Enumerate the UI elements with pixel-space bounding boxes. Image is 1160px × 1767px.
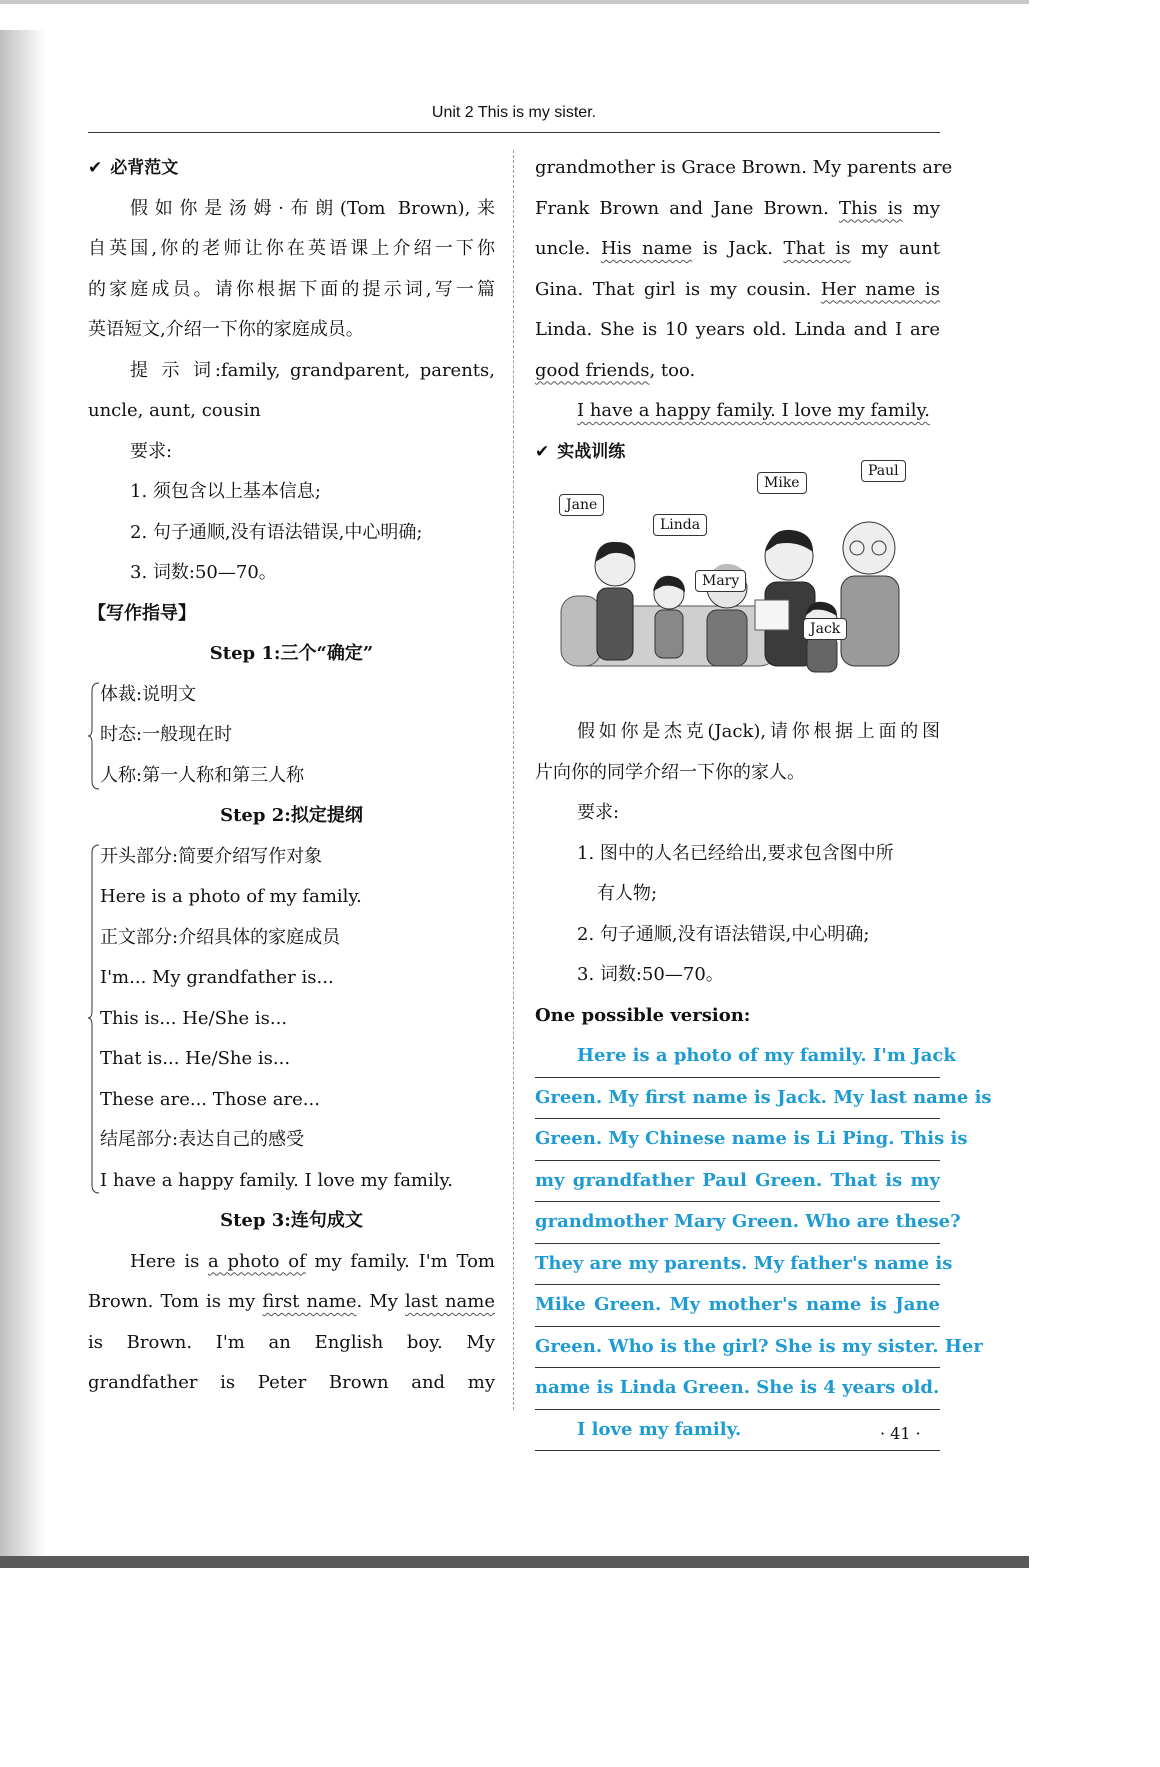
essay-line: is Brown. I'm an English boy. My bbox=[88, 1331, 495, 1353]
requirement-item: 2. 句子通顺,没有语法错误,中心明确; bbox=[577, 923, 870, 945]
requirement-item: 2. 句子通顺,没有语法错误,中心明确; bbox=[130, 521, 423, 543]
page-number: · 41 · bbox=[880, 1424, 921, 1443]
header-rule bbox=[88, 132, 940, 133]
page-bottom-edge bbox=[0, 1556, 1029, 1568]
possible-version-label: One possible version: bbox=[535, 1004, 751, 1026]
step1-item: 体裁:说明文 bbox=[100, 683, 197, 705]
essay-line: I have a happy family. I love my family. bbox=[577, 400, 931, 421]
essay-line: grandmother is Grace Brown. My parents are bbox=[535, 157, 953, 178]
prompt-line: 的家庭成员。请你根据下面的提示词,写一篇 bbox=[88, 278, 495, 300]
essay-line: Brown. Tom is my first name. My last name bbox=[88, 1291, 495, 1312]
right-column bbox=[535, 148, 992, 1451]
running-header: Unit 2 This is my sister. bbox=[431, 104, 597, 121]
essay-line: Linda. She is 10 years old. Linda and I are bbox=[535, 319, 940, 340]
left-brace-icon bbox=[88, 681, 100, 791]
checkmark-icon: ✔ bbox=[88, 158, 103, 178]
label-mary: Mary bbox=[695, 570, 746, 592]
answer-line: grandmother Mary Green. Who are these? bbox=[535, 1202, 940, 1244]
column-divider bbox=[513, 150, 514, 1410]
requirement-item: 有人物; bbox=[597, 883, 658, 904]
left-column bbox=[88, 148, 495, 1404]
outline-item: 开头部分:简要介绍写作对象 bbox=[100, 845, 323, 867]
outline-item: I'm... My grandfather is... bbox=[100, 967, 334, 988]
outline-item: That is... He/She is... bbox=[100, 1048, 291, 1069]
section-title-practice: ✔ 实战训练 bbox=[535, 432, 940, 473]
prompt-line: 英语短文,介绍一下你的家庭成员。 bbox=[88, 319, 364, 340]
answer-line: Green. My Chinese name is Li Ping. This is bbox=[535, 1119, 940, 1161]
page-binding-shadow bbox=[0, 30, 46, 1558]
hint-line: 提 示 词:family, grandparent, parents, bbox=[130, 359, 495, 381]
outline-item: 结尾部分:表达自己的感受 bbox=[100, 1129, 305, 1150]
essay-line: Gina. That girl is my cousin. Her name is bbox=[535, 278, 940, 300]
step2-title: Step 2:拟定提纲 bbox=[220, 805, 363, 826]
answer-line: Green. My first name is Jack. My last name is bbox=[535, 1078, 940, 1120]
step1-item: 时态:一般现在时 bbox=[100, 724, 233, 745]
prompt-line: 自英国,你的老师让你在英语课上介绍一下你 bbox=[88, 238, 495, 259]
requirement-item: 1. 图中的人名已经给出,要求包含图中所 bbox=[577, 842, 894, 864]
outline-item: These are... Those are... bbox=[100, 1088, 320, 1110]
step1-group bbox=[88, 675, 495, 797]
left-brace-icon bbox=[88, 843, 100, 1195]
requirement-item: 3. 词数:50—70。 bbox=[577, 964, 724, 985]
writing-guide-title: 【写作指导】 bbox=[88, 602, 196, 624]
answer-line: name is Linda Green. She is 4 years old. bbox=[535, 1368, 940, 1410]
answer-line: Mike Green. My mother's name is Jane bbox=[535, 1285, 940, 1327]
label-paul: Paul bbox=[861, 460, 906, 482]
answer-line: I love my family. bbox=[535, 1410, 940, 1452]
requirements-label: 要求: bbox=[577, 802, 620, 823]
family-illustration bbox=[535, 463, 940, 712]
step1-title: Step 1:三个“确定” bbox=[209, 643, 374, 664]
task-line: 假如你是杰克(Jack),请你根据上面的图 bbox=[577, 721, 940, 742]
requirements-label: 要求: bbox=[130, 440, 173, 462]
section-title-must-recite: ✔ 必背范文 bbox=[88, 148, 495, 189]
essay-line: good friends, too. bbox=[535, 359, 696, 381]
essay-line: grandfather is Peter Brown and my bbox=[88, 1372, 495, 1393]
outline-item: 正文部分:介绍具体的家庭成员 bbox=[100, 926, 341, 948]
essay-line: Frank Brown and Jane Brown. This is my bbox=[535, 197, 940, 219]
prompt-line: 假如你是汤姆·布朗(Tom Brown),来 bbox=[130, 197, 495, 219]
essay-line: Here is a photo of my family. I'm Tom bbox=[130, 1250, 495, 1272]
answer-line: They are my parents. My father's name is bbox=[535, 1244, 940, 1286]
label-linda: Linda bbox=[653, 514, 707, 536]
task-line: 片向你的同学介绍一下你的家人。 bbox=[535, 761, 805, 783]
label-mike: Mike bbox=[757, 472, 807, 494]
page-top-edge bbox=[0, 0, 1029, 4]
answer-line: my grandfather Paul Green. That is my bbox=[535, 1161, 940, 1203]
step3-title: Step 3:连句成文 bbox=[220, 1210, 363, 1231]
outline-item: Here is a photo of my family. bbox=[100, 886, 362, 907]
requirement-item: 3. 词数:50—70。 bbox=[130, 562, 277, 583]
answer-line: Here is a photo of my family. I'm Jack bbox=[535, 1036, 940, 1078]
step1-item: 人称:第一人称和第三人称 bbox=[100, 764, 305, 786]
requirement-item: 1. 须包含以上基本信息; bbox=[130, 481, 321, 502]
outline-item: I have a happy family. I love my family. bbox=[100, 1169, 454, 1191]
outline-item: This is... He/She is... bbox=[100, 1007, 288, 1029]
essay-line: uncle. His name is Jack. That is my aunt bbox=[535, 238, 940, 259]
answer-line: Green. Who is the girl? She is my sister. Her bbox=[535, 1327, 940, 1369]
hint-line: uncle, aunt, cousin bbox=[88, 400, 261, 421]
checkmark-icon: ✔ bbox=[535, 441, 550, 462]
label-jack: Jack bbox=[803, 618, 847, 640]
label-jane: Jane bbox=[559, 494, 604, 516]
step2-group bbox=[88, 837, 495, 1202]
